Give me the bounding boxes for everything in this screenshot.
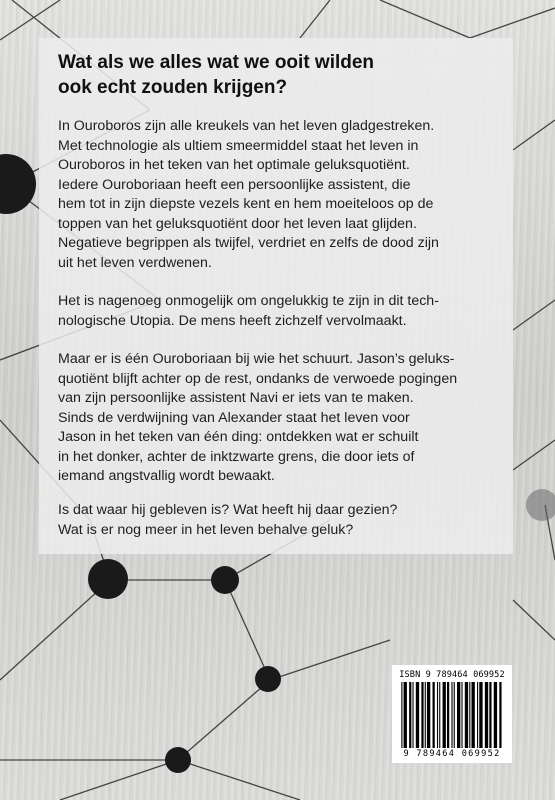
network-node-faded bbox=[526, 489, 555, 521]
barcode-bar bbox=[479, 682, 482, 748]
barcode-bar bbox=[494, 682, 497, 748]
network-node bbox=[88, 559, 128, 599]
barcode-bar bbox=[439, 682, 440, 748]
blurb-line: Maar er is één Ouroboriaan bij wie het schuurt. Jason’s geluks- bbox=[58, 351, 455, 367]
barcode-bar bbox=[401, 682, 402, 748]
blurb-line: hem tot in zijn diepste vezels kent en hem moeiteloos op de bbox=[58, 196, 434, 212]
barcode-bar bbox=[465, 682, 468, 748]
blurb-line: Iedere Ouroboriaan heeft een persoonlijke assistent, die bbox=[58, 176, 411, 193]
blurb-line: Jason in het teken van één ding: ontdekken wat er schuilt bbox=[58, 429, 419, 445]
barcode-bars bbox=[398, 682, 506, 748]
barcode-bar bbox=[412, 682, 413, 748]
blurb-line: toppen van het geluksquotiënt door het leven laat glijden. bbox=[58, 215, 417, 232]
barcode-bar bbox=[425, 682, 426, 748]
blurb-line: In Ouroboros zijn alle kreukels van het leven gladgestreken. bbox=[58, 118, 435, 134]
blurb-line: iemand angstvallig wordt bewaakt. bbox=[58, 468, 275, 484]
blurb-line: quotiënt blijft achter op de rest, ondanks de verwoede pogingen bbox=[58, 370, 458, 387]
barcode-bar bbox=[447, 682, 449, 748]
network-node bbox=[211, 566, 239, 594]
blurb-paragraph bbox=[58, 292, 503, 331]
blurb-paragraph bbox=[58, 117, 503, 273]
barcode-bar bbox=[477, 682, 478, 748]
blurb-line: Wat is er nog meer in het leven behalve geluk? bbox=[58, 521, 354, 538]
blurb-line: Ouroboros in het teken van het optimale geluksquotiënt. bbox=[58, 157, 410, 173]
barcode-bar bbox=[499, 682, 501, 748]
barcode-bar bbox=[421, 682, 423, 748]
blurb-line: Sinds de verdwijning van Alexander staat het leven voor bbox=[58, 409, 410, 426]
barcode-bar bbox=[443, 682, 446, 748]
network-node bbox=[0, 154, 36, 214]
blurb-line: Met technologie als ultiem smeermiddel staat het leven in bbox=[58, 137, 419, 154]
barcode-bar bbox=[409, 682, 411, 748]
barcode-bar bbox=[416, 682, 419, 748]
headline-line: ook echt zouden krijgen? bbox=[58, 77, 288, 98]
barcode-bar bbox=[485, 682, 488, 748]
blurb-line: nologische Utopia. De mens heeft zichzelf vervolmaakt. bbox=[58, 312, 407, 329]
isbn-label: ISBN 9 789464 069952 bbox=[399, 670, 505, 680]
barcode-bar bbox=[454, 682, 455, 748]
barcode-bar bbox=[471, 682, 474, 748]
isbn-digits: 9 789464 069952 bbox=[403, 749, 501, 759]
barcode-bar bbox=[451, 682, 452, 748]
barcode-bar bbox=[489, 682, 491, 748]
barcode-bar bbox=[461, 682, 462, 748]
blurb-line: uit het leven verdwenen. bbox=[58, 254, 212, 271]
blurb-line: Negatieve begrippen als twijfel, verdriet en zelfs de dood zijn bbox=[58, 235, 439, 251]
barcode-bar bbox=[404, 682, 407, 748]
barcode-bar bbox=[457, 682, 460, 748]
headline bbox=[58, 50, 498, 100]
headline-line: Wat als we alles wat we ooit wilden bbox=[58, 52, 375, 73]
network-node bbox=[255, 666, 281, 692]
blurb-paragraph bbox=[58, 501, 503, 540]
isbn-barcode bbox=[392, 665, 512, 763]
blurb-line: Is dat waar hij gebleven is? Wat heeft hij daar gezien? bbox=[58, 502, 398, 518]
barcode-bar bbox=[437, 682, 438, 748]
barcode-bar bbox=[427, 682, 430, 748]
blurb-line: van zijn persoonlijke assistent Navi er iets van te maken. bbox=[58, 390, 414, 406]
blurb-line: Het is nagenoeg onmogelijk om ongelukkig te zijn in dit tech- bbox=[58, 293, 439, 309]
network-node bbox=[165, 747, 191, 773]
barcode-bar bbox=[433, 682, 435, 748]
barcode-bar bbox=[469, 682, 470, 748]
blurb-paragraph bbox=[58, 350, 503, 487]
blurb-line: in het donker, achter de inktzwarte grens, die door iets of bbox=[58, 448, 415, 465]
